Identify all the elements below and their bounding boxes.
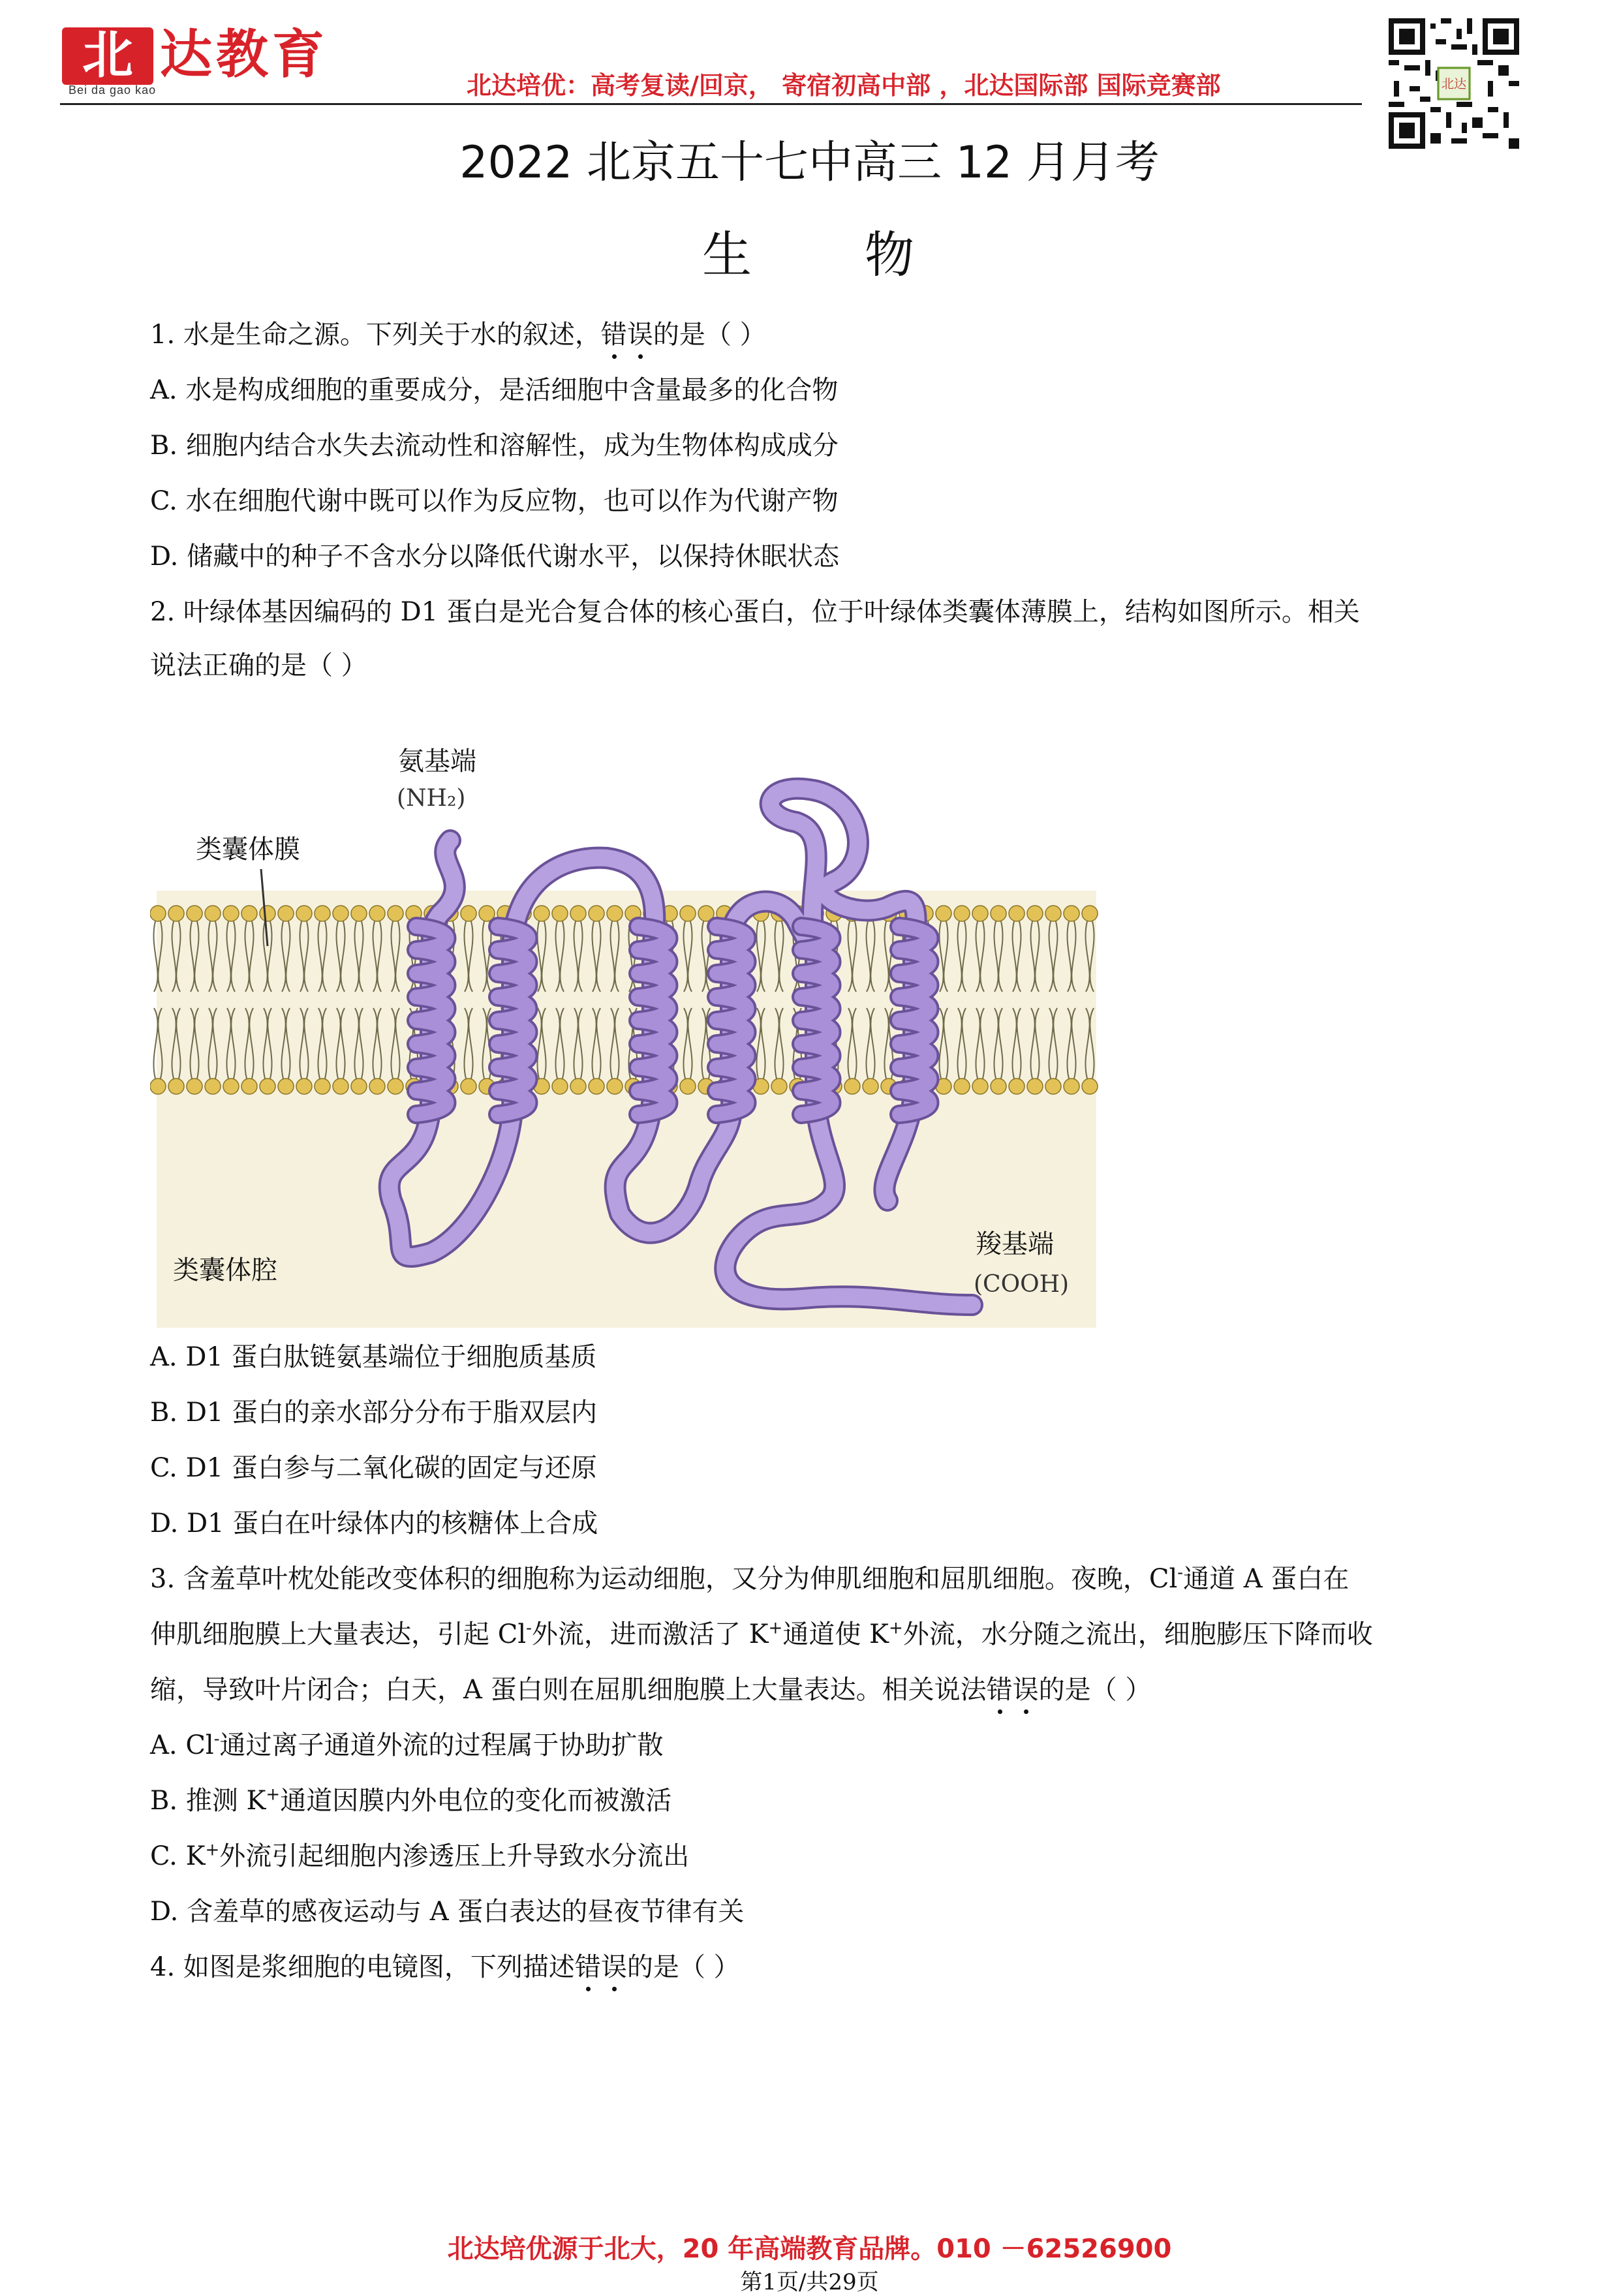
figure-background [157, 891, 1096, 1328]
q1-option-d: D. 储藏中的种子不含水分以降低代谢水平，以保持休眠状态 [150, 542, 840, 572]
page-number: 第1页/共29页 [740, 2269, 879, 2295]
label-amino-formula: (NH₂) [397, 785, 466, 812]
label-amino-terminus: 氨基端 [398, 746, 476, 776]
q1-option-c: C. 水在细胞代谢中既可以作为反应物，也可以作为代谢产物 [150, 486, 839, 516]
d1-protein-figure [150, 731, 1103, 1331]
q3-stem-line2: 伸肌细胞膜上大量表达，引起 Cl-外流，进而激活了 K+通道使 K+外流，水分随之流出，细胞膨压下降而收 [150, 1618, 1373, 1649]
q2-option-c: C. D1 蛋白参与二氧化碳的固定与还原 [150, 1453, 597, 1483]
q3-option-c: C. K+外流引起细胞内渗透压上升导致水分流出 [150, 1840, 690, 1871]
logo-char: 北 [82, 25, 133, 85]
label-thylakoid-membrane: 类囊体膜 [196, 834, 300, 865]
q3-stem-line3: 缩，导致叶片闭合；白天，A 蛋白则在屈肌细胞膜上大量表达。相关说法错误的是（ ） [150, 1675, 1152, 1705]
header-slogan: 北达培优：高考复读/回京， 寄宿初高中部 ，北达国际部 国际竞赛部 [467, 71, 1221, 100]
label-carboxyl-formula: (COOH) [974, 1271, 1070, 1298]
q3-option-b: B. 推测 K+通道因膜内外电位的变化而被激活 [150, 1784, 672, 1816]
exam-title: 2022 北京五十七中高三 12 月月考 [459, 137, 1160, 189]
label-thylakoid-lumen: 类囊体腔 [173, 1255, 277, 1285]
q2-option-d: D. D1 蛋白在叶绿体内的核糖体上合成 [150, 1508, 598, 1538]
logo-text: 达教育 [160, 23, 328, 85]
q2-option-a: A. D1 蛋白肽链氨基端位于细胞质基质 [150, 1342, 597, 1372]
q3-option-a: A. Cl-通过离子通道外流的过程属于协助扩散 [150, 1729, 664, 1760]
subject-title: 生 物 [702, 226, 917, 284]
q1-option-a: A. 水是构成细胞的重要成分，是活细胞中含量最多的化合物 [150, 375, 839, 405]
header-divider [60, 103, 1362, 105]
q2-option-b: B. D1 蛋白的亲水部分分布于脂双层内 [150, 1398, 598, 1428]
q4-stem: 4. 如图是浆细胞的电镜图，下列描述错误的是（ ） [150, 1952, 740, 1982]
q3-stem-line1: 3. 含羞草叶枕处能改变体积的细胞称为运动细胞，又分为伸肌细胞和屈肌细胞。夜晚，Cl-通道 A 蛋白在 [150, 1563, 1349, 1594]
logo-subtitle: Bei da gao kao [69, 84, 157, 97]
footer-slogan: 北达培优源于北大，20 年高端教育品牌。010 －62526900 [447, 2234, 1172, 2264]
q1-stem: 1. 水是生命之源。下列关于水的叙述，错误的是（ ） [150, 320, 766, 350]
q2-stem-line1: 2. 叶绿体基因编码的 D1 蛋白是光合复合体的核心蛋白，位于叶绿体类囊体薄膜上，结构如图所示。相关 [150, 597, 1360, 627]
label-carboxyl-terminus: 羧基端 [976, 1229, 1054, 1259]
q3-option-d: D. 含羞草的感夜运动与 A 蛋白表达的昼夜节律有关 [150, 1897, 745, 1927]
svg-text:北达: 北达 [1441, 76, 1467, 92]
q2-stem-line2: 说法正确的是（ ） [150, 651, 367, 681]
q1-option-b: B. 细胞内结合水失去流动性和溶解性，成为生物体构成成分 [150, 431, 839, 461]
